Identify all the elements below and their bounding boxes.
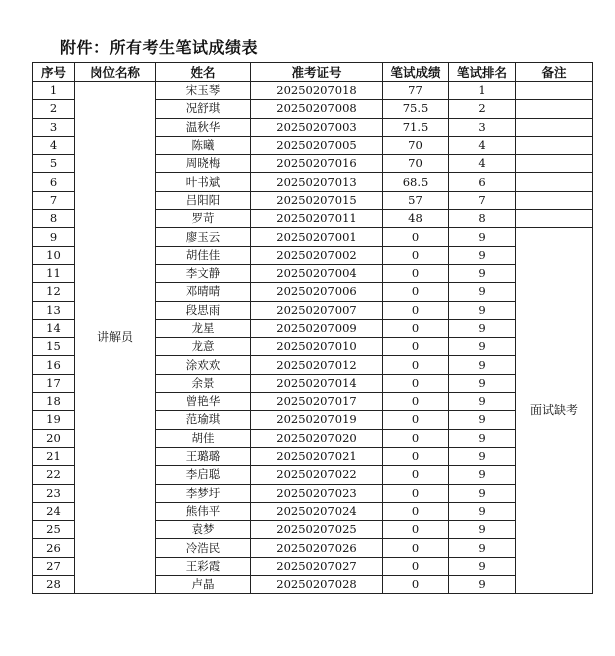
cell-score: 0 [383, 319, 449, 337]
cell-score: 77 [383, 82, 449, 100]
cell-note [516, 173, 593, 191]
cell-exam-id: 20250207003 [251, 118, 383, 136]
cell-name: 廖玉云 [156, 228, 251, 246]
cell-rank: 3 [449, 118, 516, 136]
cell-score: 0 [383, 502, 449, 520]
cell-rank: 9 [449, 447, 516, 465]
cell-name: 李梦圩 [156, 484, 251, 502]
cell-exam-id: 20250207004 [251, 264, 383, 282]
cell-name: 范瑜琪 [156, 411, 251, 429]
cell-name: 卢晶 [156, 576, 251, 594]
cell-score: 0 [383, 447, 449, 465]
cell-score: 71.5 [383, 118, 449, 136]
cell-exam-id: 20250207021 [251, 447, 383, 465]
table-header-row [33, 63, 593, 82]
cell-rank: 6 [449, 173, 516, 191]
cell-score: 0 [383, 356, 449, 374]
cell-name: 曾艳华 [156, 393, 251, 411]
cell-exam-id: 20250207019 [251, 411, 383, 429]
cell-rank: 9 [449, 283, 516, 301]
cell-note [516, 82, 593, 100]
header-note: 备注 [516, 63, 593, 82]
cell-no: 17 [33, 374, 75, 392]
cell-no: 11 [33, 264, 75, 282]
cell-name: 段思雨 [156, 301, 251, 319]
cell-name: 罗苛 [156, 210, 251, 228]
cell-name: 王璐璐 [156, 447, 251, 465]
cell-no: 1 [33, 82, 75, 100]
cell-note [516, 136, 593, 154]
cell-name: 李文静 [156, 264, 251, 282]
cell-name: 袁梦 [156, 521, 251, 539]
cell-score: 0 [383, 228, 449, 246]
cell-exam-id: 20250207005 [251, 136, 383, 154]
cell-exam-id: 20250207014 [251, 374, 383, 392]
cell-rank: 9 [449, 246, 516, 264]
cell-no: 16 [33, 356, 75, 374]
cell-exam-id: 20250207017 [251, 393, 383, 411]
cell-no: 4 [33, 136, 75, 154]
cell-rank: 2 [449, 100, 516, 118]
cell-no: 24 [33, 502, 75, 520]
cell-no: 12 [33, 283, 75, 301]
cell-name: 陈曦 [156, 136, 251, 154]
cell-name: 况舒琪 [156, 100, 251, 118]
cell-exam-id: 20250207020 [251, 429, 383, 447]
cell-exam-id: 20250207016 [251, 155, 383, 173]
cell-rank: 9 [449, 264, 516, 282]
cell-no: 7 [33, 191, 75, 209]
cell-rank: 9 [449, 319, 516, 337]
header-rank: 笔试排名 [449, 63, 516, 82]
cell-rank: 1 [449, 82, 516, 100]
table-row [33, 82, 593, 100]
cell-score: 0 [383, 283, 449, 301]
cell-no: 13 [33, 301, 75, 319]
cell-score: 0 [383, 338, 449, 356]
cell-rank: 9 [449, 466, 516, 484]
cell-score: 48 [383, 210, 449, 228]
cell-name: 涂欢欢 [156, 356, 251, 374]
cell-name: 叶书斌 [156, 173, 251, 191]
cell-score: 0 [383, 264, 449, 282]
cell-position: 讲解员 [75, 82, 156, 594]
cell-name: 王彩霞 [156, 557, 251, 575]
cell-rank: 4 [449, 136, 516, 154]
cell-no: 2 [33, 100, 75, 118]
cell-score: 70 [383, 136, 449, 154]
cell-exam-id: 20250207010 [251, 338, 383, 356]
header-position: 岗位名称 [75, 63, 156, 82]
cell-no: 26 [33, 539, 75, 557]
cell-name: 李启聪 [156, 466, 251, 484]
cell-note [516, 100, 593, 118]
cell-no: 6 [33, 173, 75, 191]
cell-exam-id: 20250207011 [251, 210, 383, 228]
cell-name: 胡佳 [156, 429, 251, 447]
cell-no: 23 [33, 484, 75, 502]
cell-name: 胡佳佳 [156, 246, 251, 264]
cell-name: 温秋华 [156, 118, 251, 136]
cell-exam-id: 20250207008 [251, 100, 383, 118]
cell-no: 5 [33, 155, 75, 173]
cell-name: 冷浩民 [156, 539, 251, 557]
cell-rank: 9 [449, 374, 516, 392]
cell-score: 0 [383, 521, 449, 539]
cell-no: 8 [33, 210, 75, 228]
cell-rank: 9 [449, 484, 516, 502]
cell-name: 邓晴晴 [156, 283, 251, 301]
cell-no: 27 [33, 557, 75, 575]
cell-rank: 9 [449, 521, 516, 539]
cell-score: 0 [383, 429, 449, 447]
cell-rank: 9 [449, 356, 516, 374]
cell-score: 0 [383, 246, 449, 264]
cell-rank: 9 [449, 228, 516, 246]
cell-rank: 7 [449, 191, 516, 209]
cell-exam-id: 20250207013 [251, 173, 383, 191]
cell-exam-id: 20250207006 [251, 283, 383, 301]
cell-rank: 9 [449, 557, 516, 575]
cell-no: 9 [33, 228, 75, 246]
cell-name: 熊伟平 [156, 502, 251, 520]
cell-name: 余景 [156, 374, 251, 392]
cell-no: 18 [33, 393, 75, 411]
cell-score: 75.5 [383, 100, 449, 118]
cell-no: 19 [33, 411, 75, 429]
cell-note-absent: 面试缺考 [516, 228, 593, 594]
cell-exam-id: 20250207012 [251, 356, 383, 374]
cell-score: 70 [383, 155, 449, 173]
cell-no: 14 [33, 319, 75, 337]
table-body [33, 82, 593, 594]
page-title: 附件：所有考生笔试成绩表 [60, 38, 259, 57]
cell-rank: 4 [449, 155, 516, 173]
header-no: 序号 [33, 63, 75, 82]
cell-score: 57 [383, 191, 449, 209]
cell-exam-id: 20250207026 [251, 539, 383, 557]
cell-no: 20 [33, 429, 75, 447]
cell-exam-id: 20250207007 [251, 301, 383, 319]
cell-score: 68.5 [383, 173, 449, 191]
cell-exam-id: 20250207022 [251, 466, 383, 484]
cell-exam-id: 20250207027 [251, 557, 383, 575]
cell-rank: 9 [449, 338, 516, 356]
cell-no: 28 [33, 576, 75, 594]
cell-no: 22 [33, 466, 75, 484]
cell-score: 0 [383, 484, 449, 502]
cell-rank: 9 [449, 539, 516, 557]
cell-name: 吕阳阳 [156, 191, 251, 209]
score-table [32, 62, 593, 594]
cell-name: 龙星 [156, 319, 251, 337]
cell-exam-id: 20250207023 [251, 484, 383, 502]
cell-score: 0 [383, 557, 449, 575]
cell-exam-id: 20250207028 [251, 576, 383, 594]
cell-score: 0 [383, 576, 449, 594]
cell-score: 0 [383, 539, 449, 557]
cell-rank: 9 [449, 502, 516, 520]
cell-rank: 9 [449, 411, 516, 429]
cell-score: 0 [383, 393, 449, 411]
cell-score: 0 [383, 301, 449, 319]
cell-name: 周晓梅 [156, 155, 251, 173]
cell-name: 宋玉琴 [156, 82, 251, 100]
cell-exam-id: 20250207002 [251, 246, 383, 264]
header-score: 笔试成绩 [383, 63, 449, 82]
cell-score: 0 [383, 374, 449, 392]
cell-name: 龙意 [156, 338, 251, 356]
cell-note [516, 118, 593, 136]
cell-no: 25 [33, 521, 75, 539]
cell-rank: 9 [449, 393, 516, 411]
cell-exam-id: 20250207025 [251, 521, 383, 539]
cell-exam-id: 20250207018 [251, 82, 383, 100]
header-name: 姓名 [156, 63, 251, 82]
cell-note [516, 210, 593, 228]
cell-rank: 9 [449, 301, 516, 319]
cell-exam-id: 20250207001 [251, 228, 383, 246]
cell-rank: 9 [449, 576, 516, 594]
cell-note [516, 191, 593, 209]
cell-no: 15 [33, 338, 75, 356]
cell-exam-id: 20250207009 [251, 319, 383, 337]
cell-rank: 8 [449, 210, 516, 228]
cell-note [516, 155, 593, 173]
header-exam-id: 准考证号 [251, 63, 383, 82]
cell-score: 0 [383, 466, 449, 484]
cell-no: 3 [33, 118, 75, 136]
cell-score: 0 [383, 411, 449, 429]
cell-exam-id: 20250207024 [251, 502, 383, 520]
cell-exam-id: 20250207015 [251, 191, 383, 209]
cell-rank: 9 [449, 429, 516, 447]
cell-no: 10 [33, 246, 75, 264]
cell-no: 21 [33, 447, 75, 465]
